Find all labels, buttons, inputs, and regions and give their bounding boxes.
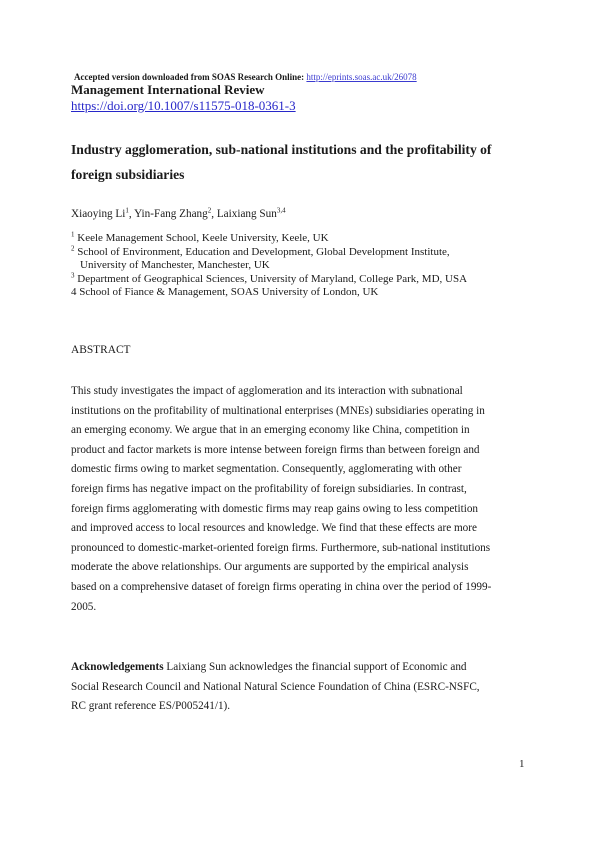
author-name: Laixiang Sun bbox=[216, 208, 277, 220]
acknowledgements-line: RC grant reference ES/P005241/1). bbox=[71, 700, 231, 713]
affiliation-text: School of Environment, Education and Development, Global Development Institute, bbox=[74, 245, 450, 258]
abstract-line: based on a comprehensive dataset of foreign firms operating in china over the period of 1999- bbox=[71, 580, 492, 593]
acknowledgements-text: Laixiang Sun acknowledges the financial support of Economic and bbox=[163, 661, 467, 673]
author-name: Xiaoying Li bbox=[71, 208, 126, 220]
journal-name: Management International Review bbox=[71, 82, 265, 97]
abstract-line: institutions on the profitability of multinational enterprises (MNEs) subsidiaries operating in bbox=[71, 404, 485, 417]
author-separator: , bbox=[211, 208, 217, 220]
affiliation-item: 4 School of Fiance & Management, SOAS University of London, UK bbox=[71, 286, 379, 299]
acknowledgements-line: Social Research Council and National Natural Science Foundation of China (ESRC-NSFC, bbox=[71, 680, 480, 693]
abstract-body bbox=[71, 382, 531, 617]
author-affiliation-marker: 3,4 bbox=[276, 206, 286, 215]
eprints-link[interactable]: http://eprints.soas.ac.uk/26078 bbox=[306, 72, 417, 82]
affiliation-item bbox=[71, 273, 467, 287]
doi-link[interactable]: https://doi.org/10.1007/s11575-018-0361-3 bbox=[71, 98, 296, 113]
acknowledgements-label: Acknowledgements bbox=[71, 661, 164, 673]
affiliation-list bbox=[71, 232, 467, 300]
abstract-line: domestic firms owing to market segmentation. Consequently, agglomerating with other bbox=[71, 463, 462, 476]
affiliation-continuation: University of Manchester, Manchester, UK bbox=[80, 259, 270, 272]
affiliation-marker: 2 bbox=[71, 243, 75, 252]
abstract-line: foreign firms agglomerating with domestic firms may reap gains owing to less competition bbox=[71, 502, 479, 515]
abstract-line: 2005. bbox=[71, 600, 97, 613]
affiliation-item bbox=[71, 243, 467, 260]
acknowledgements bbox=[71, 658, 531, 717]
author-separator: , bbox=[128, 208, 135, 220]
affiliation-text: Department of Geographical Sciences, University of Maryland, College Park, MD, USA bbox=[74, 272, 468, 285]
download-notice-text: Accepted version downloaded from SOAS Research Online: bbox=[74, 72, 307, 82]
affiliation-item bbox=[71, 232, 467, 246]
author-affiliation-marker: 2 bbox=[207, 206, 212, 215]
acknowledgements-line bbox=[71, 658, 531, 678]
abstract-line: foreign firms has negative impact on the profitability of foreign subsidiaries. In contrast, bbox=[71, 482, 467, 495]
author-affiliation-marker: 1 bbox=[125, 206, 129, 215]
abstract-line: an emerging economy. We argue that in an emerging economy like China, competition in bbox=[71, 424, 470, 437]
affiliation-marker: 3 bbox=[71, 271, 75, 280]
abstract-line: moderate the above relationships. Our arguments are supported by the empirical analysis bbox=[71, 561, 469, 574]
paper-title: Industry agglomeration, sub-national institutions and the profitability of foreign subsidiaries bbox=[71, 142, 492, 182]
author-name: Yin-Fang Zhang bbox=[134, 208, 208, 220]
abstract-heading: ABSTRACT bbox=[71, 344, 131, 356]
abstract-line: This study investigates the impact of agglomeration and its interaction with subnational bbox=[71, 385, 463, 397]
abstract-line: and improved access to local resources and knowledge. We find that these effects are more bbox=[71, 522, 477, 535]
page-number: 1 bbox=[519, 758, 525, 770]
abstract-line: product and factor markets is more intense between foreign firms than between foreign and bbox=[71, 443, 480, 456]
affiliation-text: Keele Management School, Keele University, Keele, UK bbox=[74, 232, 329, 244]
affiliation-marker: 1 bbox=[71, 230, 75, 239]
author-list bbox=[71, 207, 286, 221]
abstract-line: pronounced to domestic-market-oriented foreign firms. Furthermore, sub-national institutions bbox=[71, 541, 491, 554]
